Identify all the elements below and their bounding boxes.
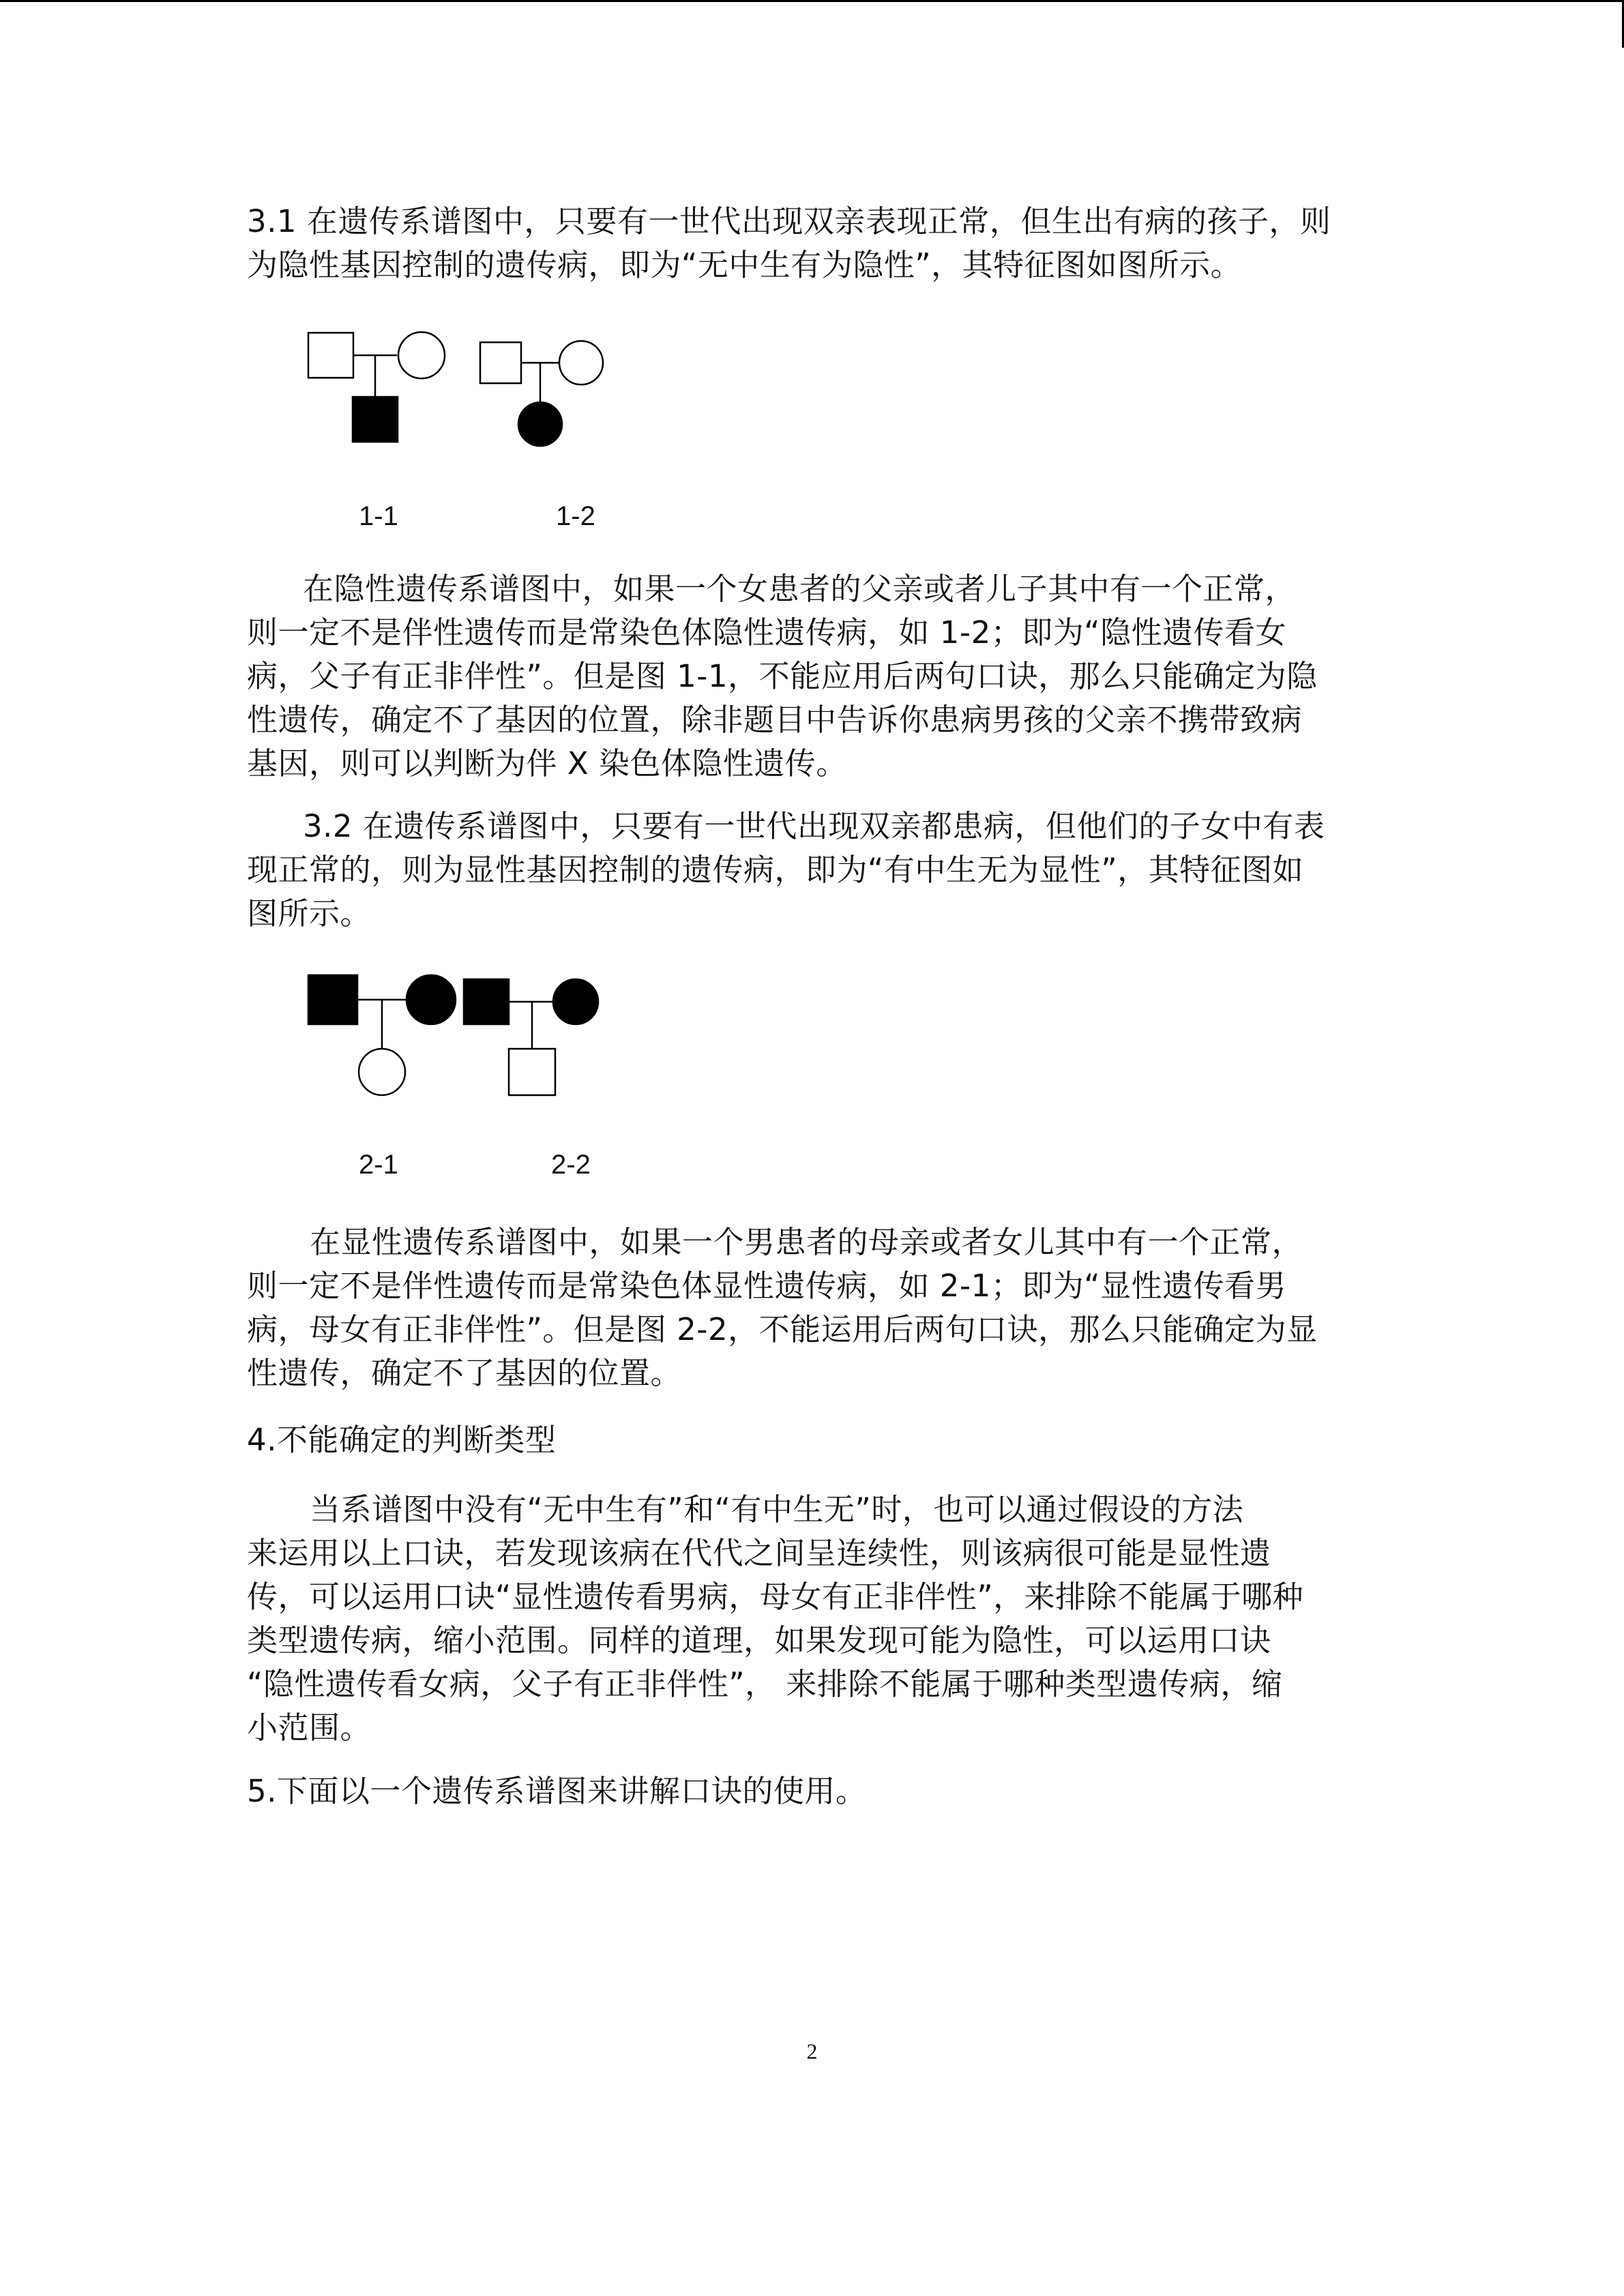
normal-female-symbol xyxy=(559,341,603,385)
figure-label-2-2: 2-2 xyxy=(551,1150,591,1180)
affected-male-symbol xyxy=(464,979,509,1024)
text-line: 3.2 在遗传系谱图中，只要有一世代出现双亲都患病，但他们的子女中有表 xyxy=(303,808,1325,844)
text-line: 为隐性基因控制的遗传病，即为“无中生有为隐性”，其特征图如图所示。 xyxy=(247,247,1242,283)
recessive-paragraph xyxy=(247,567,1379,786)
text-line: “隐性遗传看女病，父子有正非伴性”， 来排除不能属于哪种类型遗传病，缩 xyxy=(247,1666,1283,1702)
text-line: 基因，则可以判断为伴 X 染色体隐性遗传。 xyxy=(247,745,847,781)
text-line: 在显性遗传系谱图中，如果一个男患者的母亲或者女儿其中有一个正常， xyxy=(310,1224,1303,1260)
affected-female-symbol xyxy=(553,979,598,1024)
text-line: 当系谱图中没有“无中生有”和“有中生无”时，也可以通过假设的方法 xyxy=(310,1491,1244,1527)
pedigree-1-1 xyxy=(308,332,445,442)
text-line: 病，父子有正非伴性”。但是图 1-1，不能应用后两句口诀，那么只能确定为隐 xyxy=(247,658,1318,694)
top-border-line xyxy=(0,0,1624,2)
normal-male-symbol xyxy=(308,333,353,378)
normal-female-symbol xyxy=(359,1049,405,1095)
text-line: 性遗传，确定不了基因的位置，除非题目中告诉你患病男孩的父亲不携带致病 xyxy=(247,702,1303,738)
page-number: 2 xyxy=(806,2039,818,2063)
pedigree-figure-2 xyxy=(300,968,614,1105)
text-line: 则一定不是伴性遗传而是常染色体隐性遗传病，如 1-2；即为“隐性遗传看女 xyxy=(247,614,1287,651)
normal-male-symbol xyxy=(480,342,521,383)
pedigree-1-2 xyxy=(480,341,603,446)
heading-text: 5.下面以一个遗传系谱图来讲解口诀的使用。 xyxy=(247,1773,867,1809)
undetermined-paragraph xyxy=(247,1488,1379,1750)
section-3-1-paragraph xyxy=(247,200,1379,287)
figure-label-1-2: 1-2 xyxy=(556,501,595,531)
text-line: 图所示。 xyxy=(247,895,372,931)
normal-female-symbol xyxy=(398,332,445,378)
text-line: 来运用以上口诀，若发现该病在代代之间呈连续性，则该病很可能是显性遗 xyxy=(247,1535,1271,1571)
affected-female-symbol xyxy=(407,975,456,1024)
affected-male-symbol xyxy=(353,397,398,442)
pedigree-2-2 xyxy=(464,979,598,1095)
figure-label-2-1: 2-1 xyxy=(359,1150,398,1180)
section-3-2-paragraph xyxy=(247,805,1379,936)
text-line: 病，母女有正非伴性”。但是图 2-2，不能运用后两句口诀，那么只能确定为显 xyxy=(247,1311,1318,1347)
pedigree-figure-1 xyxy=(300,320,614,450)
text-line: 传，可以运用口诀“显性遗传看男病，母女有正非伴性”，来排除不能属于哪种 xyxy=(247,1579,1304,1615)
text-line: 类型遗传病，缩小范围。同样的道理，如果发现可能为隐性，可以运用口诀 xyxy=(247,1622,1271,1658)
affected-male-symbol xyxy=(308,975,357,1024)
text-line: 小范围。 xyxy=(247,1710,372,1746)
text-line: 性遗传，确定不了基因的位置。 xyxy=(247,1355,682,1391)
affected-female-symbol xyxy=(518,402,562,446)
text-line: 3.1 在遗传系谱图中，只要有一世代出现双亲表现正常，但生出有病的孩子，则 xyxy=(247,203,1331,239)
text-line: 在隐性遗传系谱图中，如果一个女患者的父亲或者儿子其中有一个正常， xyxy=(303,571,1297,607)
normal-male-symbol xyxy=(509,1049,555,1095)
section-5-heading xyxy=(247,1770,1379,1813)
dominant-paragraph xyxy=(247,1221,1379,1395)
text-line: 则一定不是伴性遗传而是常染色体显性遗传病，如 2-1；即为“显性遗传看男 xyxy=(247,1268,1287,1304)
figure-label-1-1: 1-1 xyxy=(359,501,398,531)
pedigree-2-1 xyxy=(308,975,456,1095)
section-4-heading xyxy=(247,1418,1379,1462)
text-line: 现正常的，则为显性基因控制的遗传病，即为“有中生无为显性”，其特征图如 xyxy=(247,852,1304,888)
heading-text: 4.不能确定的判断类型 xyxy=(247,1422,557,1458)
